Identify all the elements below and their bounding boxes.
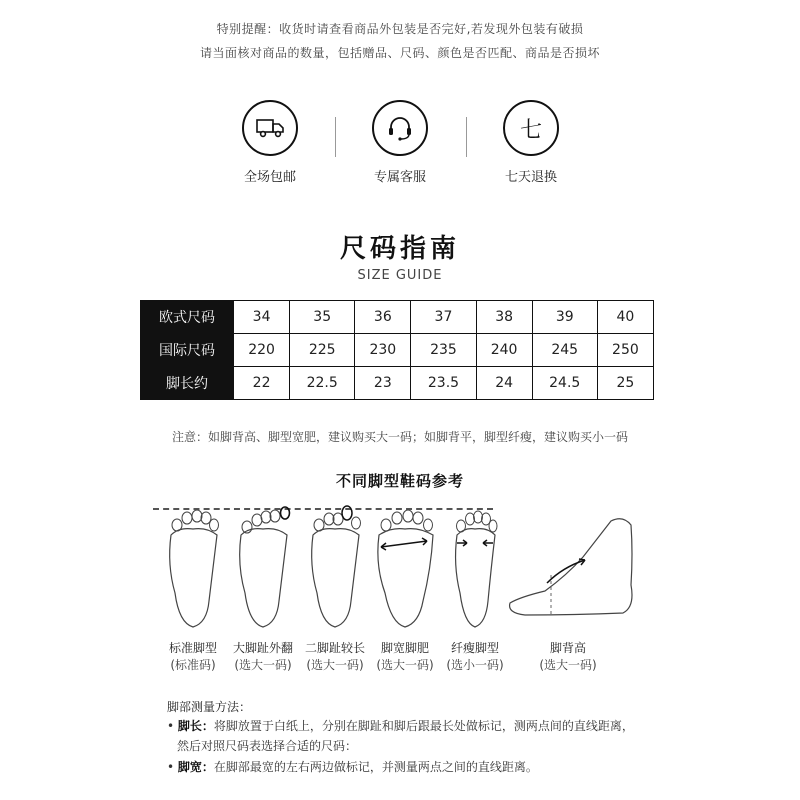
foot-type-bunion: 大脚趾外翻 (选大一码) xyxy=(232,641,293,672)
divider xyxy=(466,117,467,157)
measure-width-text: 在脚部最宽的左右两边做标记，并测量两点之间的直线距离。 xyxy=(213,760,538,774)
table-cell: 250 xyxy=(597,334,653,367)
guide-subtitle: SIZE GUIDE xyxy=(357,268,443,283)
service-free-shipping xyxy=(215,100,325,185)
table-cell: 37 xyxy=(411,301,476,334)
size-table xyxy=(140,300,654,400)
table-cell: 225 xyxy=(290,334,355,367)
size-note: 注意：如脚背高、脚型宽肥，建议购买大一码；如脚背平，脚型纤瘦，建议购买小一码 xyxy=(171,430,628,444)
table-cell: 36 xyxy=(355,301,411,334)
notice-line-1: 特别提醒：收货时请查看商品外包装是否完好,若发现外包装有破损 xyxy=(216,22,584,36)
row-header: 国际尺码 xyxy=(141,334,234,367)
table-cell: 34 xyxy=(234,301,290,334)
foot-slim-illustration xyxy=(445,505,505,630)
service-label: 专属客服 xyxy=(373,170,426,185)
divider xyxy=(335,117,336,157)
truck-icon xyxy=(242,100,298,156)
table-cell: 230 xyxy=(355,334,411,367)
table-row xyxy=(141,301,654,334)
foot-type-long-second-toe: 二脚趾较长 (选大一码) xyxy=(304,641,365,672)
foot-type-high-instep: 脚背高 (选大一码) xyxy=(539,641,597,672)
service-label: 全场包邮 xyxy=(243,170,296,185)
foot-wide-illustration xyxy=(375,505,435,630)
foot-type-wide: 脚宽脚肥 (选大一码) xyxy=(376,641,434,672)
table-cell: 23.5 xyxy=(411,367,476,400)
table-cell: 240 xyxy=(476,334,532,367)
service-label: 七天退换 xyxy=(504,170,557,185)
measure-length: • 脚长：将脚放置于白纸上，分别在脚趾和脚后跟最长处做标记，测两点间的直线距离， xyxy=(167,719,634,733)
table-cell: 24.5 xyxy=(532,367,597,400)
table-cell: 235 xyxy=(411,334,476,367)
table-cell: 245 xyxy=(532,334,597,367)
seven-icon: 七 xyxy=(503,100,559,156)
measure-length-text: 将脚放置于白纸上，分别在脚趾和脚后跟最长处做标记，测两点间的直线距离， xyxy=(213,719,634,733)
notice-line-2: 请当面核对商品的数量，包括赠品、尺码、颜色是否匹配、商品是否损坏 xyxy=(199,46,600,60)
table-row xyxy=(141,334,654,367)
table-cell: 25 xyxy=(597,367,653,400)
foot-long-second-toe-illustration xyxy=(305,505,365,630)
table-cell: 35 xyxy=(290,301,355,334)
service-customer-support xyxy=(345,100,455,185)
foot-type-slim: 纤瘦脚型 (选小一码) xyxy=(446,641,504,672)
measure-title: 脚部测量方法： xyxy=(167,700,252,714)
table-row xyxy=(141,367,654,400)
measure-width: • 脚宽：在脚部最宽的左右两边做标记，并测量两点之间的直线距离。 xyxy=(167,760,538,774)
service-seven-day-return xyxy=(476,100,586,185)
row-header: 脚长约 xyxy=(141,367,234,400)
table-cell: 38 xyxy=(476,301,532,334)
table-cell: 23 xyxy=(355,367,411,400)
guide-title: 尺码指南 xyxy=(339,234,460,264)
row-header: 欧式尺码 xyxy=(141,301,234,334)
foot-standard-illustration xyxy=(163,505,223,630)
table-cell: 40 xyxy=(597,301,653,334)
foot-high-instep-illustration xyxy=(505,505,640,630)
table-cell: 22 xyxy=(234,367,290,400)
foot-types-title: 不同脚型鞋码参考 xyxy=(335,472,464,490)
table-cell: 220 xyxy=(234,334,290,367)
table-cell: 22.5 xyxy=(290,367,355,400)
table-cell: 39 xyxy=(532,301,597,334)
headset-icon xyxy=(372,100,428,156)
measure-width-key: 脚宽： xyxy=(177,760,214,774)
measure-length-cont: 然后对照尺码表选择合适的尺码： xyxy=(177,739,358,753)
measure-length-key: 脚长： xyxy=(177,719,214,733)
foot-bunion-illustration xyxy=(233,505,293,630)
table-cell: 24 xyxy=(476,367,532,400)
foot-type-standard: 标准脚型 (标准码) xyxy=(168,641,217,672)
